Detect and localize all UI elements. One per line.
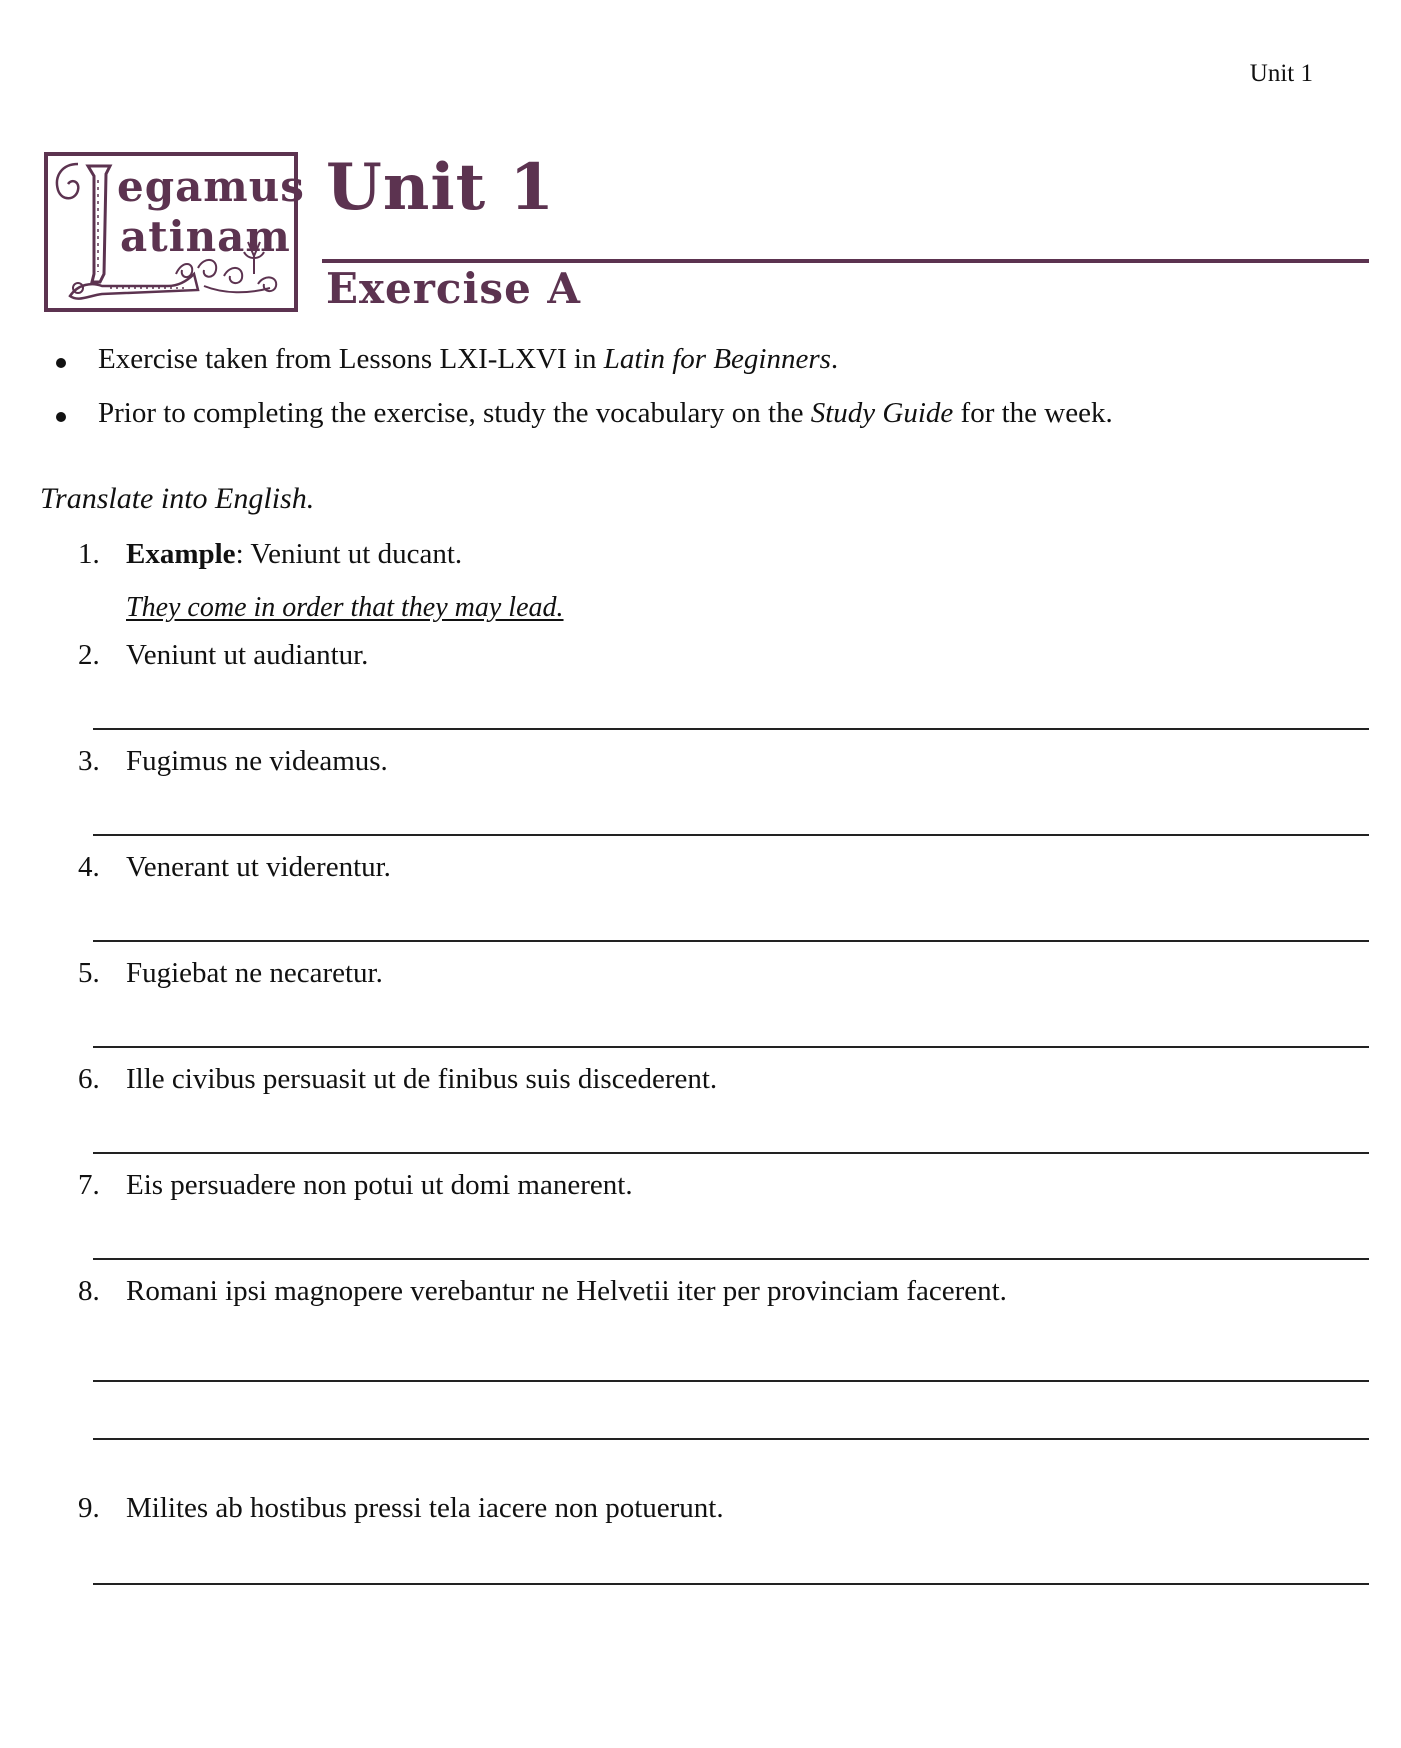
logo-word-latinam: atinam bbox=[120, 212, 291, 261]
item-number: 5. bbox=[78, 957, 100, 989]
item-number: 3. bbox=[78, 745, 100, 777]
answer-line[interactable] bbox=[93, 1380, 1369, 1382]
logo-word-legamus: egamus bbox=[117, 162, 305, 211]
legamus-latinam-logo bbox=[44, 152, 305, 312]
latin-sentence: Romani ipsi magnopere verebantur ne Helvetii iter per provinciam facerent. bbox=[126, 1275, 1007, 1307]
note-text: Exercise taken from Lessons LXI-LXVI in bbox=[98, 343, 604, 375]
title-divider bbox=[322, 259, 1369, 263]
page-title: Unit 1 bbox=[326, 150, 556, 225]
latin-sentence: Milites ab hostibus pressi tela iacere non potuerunt. bbox=[126, 1492, 724, 1524]
answer-line[interactable] bbox=[93, 1438, 1369, 1440]
latin-sentence: Veniunt ut audiantur. bbox=[126, 639, 369, 671]
exercise-item bbox=[78, 851, 391, 884]
example-sentence: : Veniunt ut ducant. bbox=[235, 538, 463, 570]
exercise-subtitle: Exercise A bbox=[326, 264, 582, 313]
notes-list bbox=[52, 343, 1113, 451]
answer-line[interactable] bbox=[93, 940, 1369, 942]
item-number: 1. bbox=[78, 538, 100, 570]
item-number: 7. bbox=[78, 1169, 100, 1201]
example-label: Example bbox=[126, 538, 236, 570]
book-title: Latin for Beginners bbox=[603, 343, 831, 375]
exercise-item bbox=[78, 1169, 633, 1202]
answer-line[interactable] bbox=[93, 834, 1369, 836]
item-number: 8. bbox=[78, 1275, 100, 1307]
exercise-item bbox=[78, 1275, 1007, 1308]
latin-sentence: Ille civibus persuasit ut de finibus suis discederent. bbox=[126, 1063, 718, 1095]
bullet-icon bbox=[56, 358, 66, 368]
running-head: Unit 1 bbox=[1249, 60, 1313, 87]
exercise-item bbox=[78, 639, 368, 672]
exercise-item bbox=[78, 1063, 717, 1096]
answer-line[interactable] bbox=[93, 1583, 1369, 1585]
note-item bbox=[52, 397, 1113, 451]
example-item bbox=[78, 538, 462, 571]
bullet-icon bbox=[56, 412, 66, 422]
exercise-item bbox=[78, 745, 388, 778]
instruction: Translate into English. bbox=[40, 482, 315, 515]
example-answer: They come in order that they may lead. bbox=[126, 592, 564, 623]
exercise-item bbox=[78, 1492, 724, 1525]
answer-line[interactable] bbox=[93, 1258, 1369, 1260]
answer-line[interactable] bbox=[93, 1046, 1369, 1048]
item-number: 2. bbox=[78, 639, 100, 671]
answer-line[interactable] bbox=[93, 1152, 1369, 1154]
latin-sentence: Fugiebat ne necaretur. bbox=[126, 957, 383, 989]
note-text: for the week. bbox=[953, 397, 1113, 429]
latin-sentence: Fugimus ne videamus. bbox=[126, 745, 388, 777]
note-item bbox=[52, 343, 1113, 397]
book-title: Study Guide bbox=[810, 397, 954, 429]
note-text: Prior to completing the exercise, study the vocabulary on the bbox=[98, 397, 811, 429]
latin-sentence: Eis persuadere non potui ut domi manerent. bbox=[126, 1169, 633, 1201]
answer-line[interactable] bbox=[93, 728, 1369, 730]
item-number: 9. bbox=[78, 1492, 100, 1524]
item-number: 6. bbox=[78, 1063, 100, 1095]
latin-sentence: Venerant ut viderentur. bbox=[126, 851, 391, 883]
exercise-item bbox=[78, 957, 383, 990]
note-text: . bbox=[830, 343, 839, 375]
item-number: 4. bbox=[78, 851, 100, 883]
